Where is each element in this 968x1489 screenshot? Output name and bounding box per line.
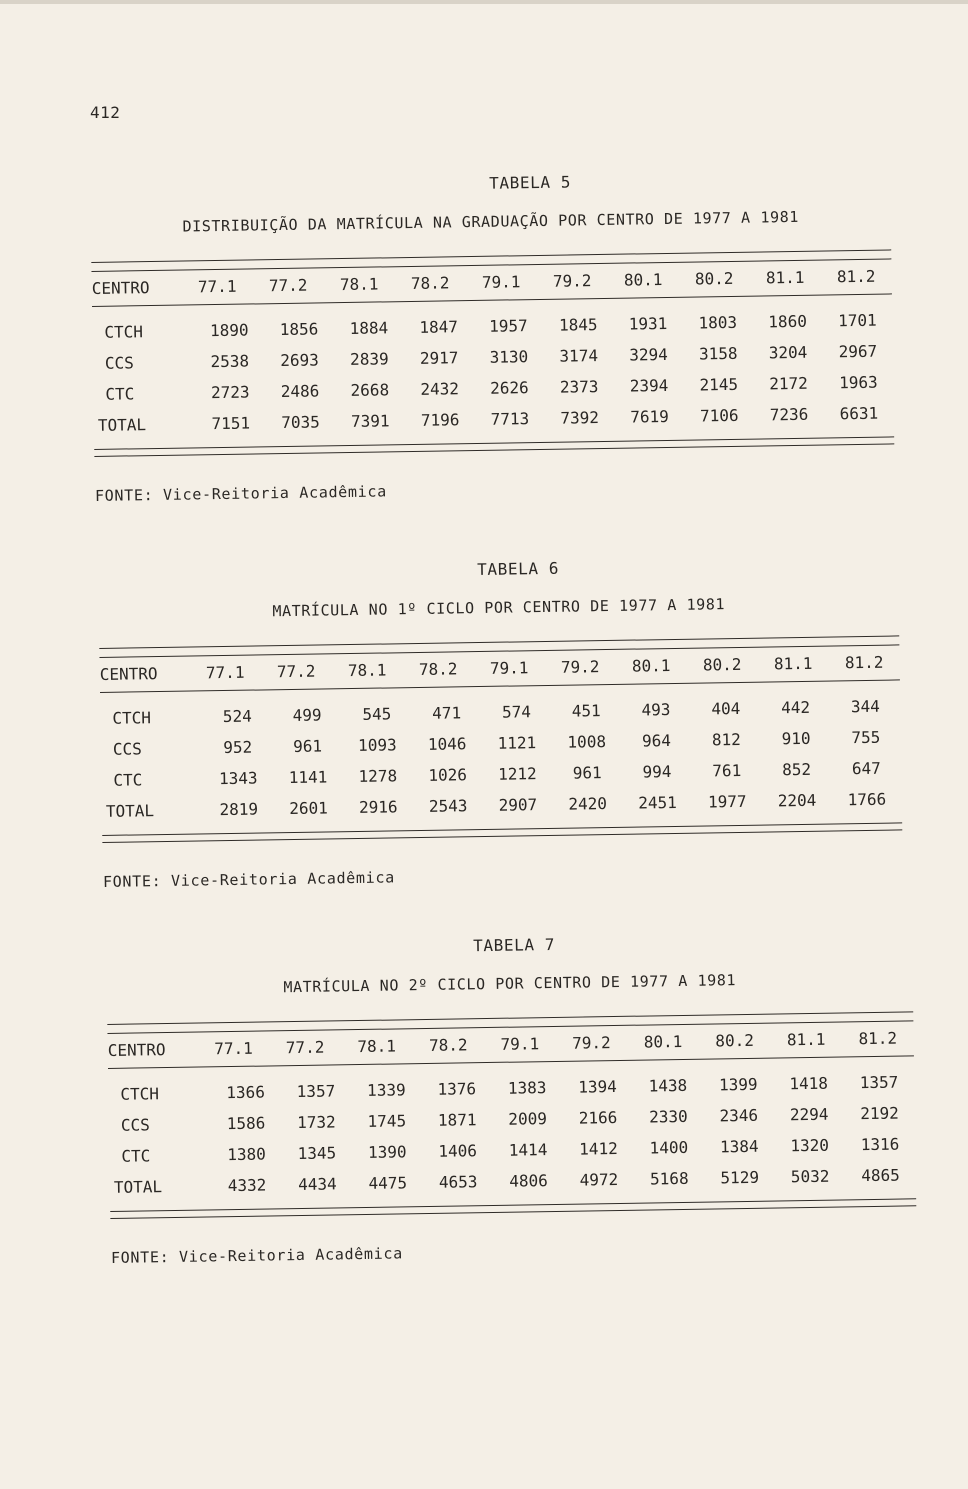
cell: 952 [223, 737, 253, 758]
cell: 3204 [768, 342, 808, 363]
cell: 994 [642, 762, 672, 782]
cell: 2394 [629, 375, 669, 396]
cell: 761 [712, 760, 742, 781]
cell: 2486 [280, 381, 320, 402]
cell: 2009 [508, 1109, 548, 1129]
cell: 647 [851, 758, 881, 779]
cell: 493 [641, 700, 671, 720]
cell: 7619 [630, 406, 669, 427]
cell: 1380 [227, 1144, 266, 1165]
cell: 2538 [210, 351, 250, 372]
cell: 1026 [428, 765, 468, 785]
column-header: 77.2 [276, 661, 316, 682]
cell: 1121 [497, 733, 537, 753]
column-header: 81.2 [836, 266, 876, 287]
cell: 2967 [838, 341, 878, 362]
cell: 2172 [769, 373, 808, 394]
column-header: 79.1 [489, 658, 529, 678]
cell: 2917 [419, 348, 459, 368]
column-header: 78.1 [357, 1036, 397, 1057]
column-header: CENTRO [107, 1040, 166, 1060]
cell: 1357 [859, 1072, 899, 1093]
column-header: 78.2 [428, 1035, 468, 1055]
cell: 2819 [219, 799, 259, 820]
column-header: 79.1 [481, 272, 521, 292]
cell: 1141 [288, 767, 328, 788]
cell: 2192 [860, 1103, 899, 1124]
cell: 1745 [367, 1111, 407, 1131]
cell: 4653 [438, 1172, 478, 1192]
column-header: 81.1 [786, 1029, 826, 1050]
cell: 7392 [560, 408, 600, 428]
cell: 1390 [367, 1142, 407, 1162]
row-label: TOTAL [105, 801, 155, 821]
column-header: 80.2 [694, 268, 734, 289]
cell: 1357 [296, 1081, 336, 1102]
cell: 499 [292, 705, 322, 725]
cell: 1845 [558, 315, 598, 335]
cell: 1931 [628, 313, 668, 334]
cell: 7713 [490, 409, 530, 429]
table-6-block [98, 551, 903, 893]
cell: 344 [850, 696, 881, 717]
row-label: CTC [113, 770, 143, 790]
row-label: TOTAL [113, 1177, 163, 1197]
cell: 1278 [358, 766, 398, 786]
column-header: CENTRO [91, 278, 150, 298]
cell: 1414 [508, 1140, 548, 1160]
column-header: 80.2 [715, 1030, 755, 1051]
cell: 3158 [698, 343, 738, 364]
cell: 442 [781, 697, 811, 718]
cell: 2723 [210, 382, 250, 403]
cell: 6631 [839, 403, 879, 424]
column-header: 79.1 [500, 1034, 540, 1054]
cell: 1046 [427, 734, 467, 754]
column-header: 78.2 [418, 659, 458, 679]
cell: 3130 [489, 347, 529, 367]
table-subtitle: MATRÍCULA NO 2º CICLO POR CENTRO DE 1977 A 1981 [283, 971, 737, 997]
column-header: 77.2 [268, 275, 308, 296]
cell: 1345 [297, 1143, 337, 1164]
cell: 2346 [719, 1105, 759, 1126]
cell: 574 [501, 702, 532, 722]
cell: 1376 [437, 1079, 477, 1099]
cell: 1343 [218, 768, 258, 789]
column-header: 78.1 [339, 274, 379, 295]
row-label: CCS [120, 1115, 150, 1135]
cell: 2668 [350, 380, 390, 400]
table-source: FONTE: Vice-Reitoria Acadêmica [94, 482, 388, 505]
cell: 7196 [420, 410, 460, 430]
column-header: 81.1 [765, 267, 805, 288]
cell: 2166 [578, 1107, 618, 1128]
cell: 1438 [648, 1075, 688, 1096]
cell: 1977 [707, 791, 747, 812]
cell: 545 [362, 704, 392, 724]
rule-bottom [94, 436, 894, 457]
cell: 1339 [366, 1080, 406, 1100]
cell: 1212 [498, 764, 537, 784]
table-source: FONTE: Vice-Reitoria Acadêmica [110, 1244, 404, 1267]
cell: 1400 [649, 1137, 689, 1158]
cell: 7236 [769, 404, 809, 425]
cell: 3174 [559, 346, 599, 366]
cell: 1316 [860, 1134, 900, 1155]
cell: 852 [781, 759, 812, 780]
cell: 7035 [281, 412, 320, 433]
cell: 1384 [719, 1136, 759, 1157]
cell: 4972 [579, 1169, 619, 1190]
table-body [92, 304, 894, 441]
column-header: 79.2 [572, 1033, 611, 1053]
cell: 1383 [507, 1078, 547, 1098]
cell: 2839 [349, 349, 389, 369]
cell: 1860 [768, 311, 808, 332]
table-title: TABELA 7 [473, 934, 556, 956]
cell: 4475 [368, 1173, 408, 1193]
cell: 1701 [837, 310, 877, 331]
table-body [108, 1066, 916, 1203]
cell: 1847 [419, 317, 459, 337]
cell: 1856 [279, 319, 319, 340]
row-label: CTCH [112, 708, 152, 728]
cell: 2330 [648, 1106, 688, 1127]
cell: 5168 [649, 1168, 689, 1189]
column-header: 78.2 [410, 273, 450, 293]
column-header: CENTRO [99, 664, 158, 684]
column-header: 77.1 [214, 1038, 253, 1059]
column-header: 77.1 [205, 662, 245, 683]
column-header: 80.2 [702, 654, 742, 675]
cell: 1093 [357, 735, 397, 755]
table-5-block [90, 165, 895, 507]
cell: 2626 [490, 378, 529, 398]
table-title: TABELA 5 [489, 172, 572, 193]
cell: 4434 [298, 1174, 337, 1195]
rule-bottom [110, 1198, 916, 1219]
cell: 1732 [297, 1112, 336, 1133]
cell: 4806 [509, 1171, 548, 1191]
cell: 755 [851, 727, 881, 748]
table-subtitle: MATRÍCULA NO 1º CICLO POR CENTRO DE 1977 A 1981 [272, 595, 726, 621]
column-header: 79.2 [560, 657, 600, 677]
cell: 1871 [437, 1110, 477, 1130]
page-number: 412 [90, 103, 121, 122]
cell: 7391 [350, 411, 390, 431]
cell: 5129 [720, 1167, 760, 1188]
row-label: TOTAL [97, 415, 147, 435]
row-label: CCS [112, 739, 142, 759]
row-label: CTC [121, 1146, 151, 1166]
cell: 4865 [861, 1165, 900, 1186]
cell: 1399 [718, 1074, 758, 1095]
cell: 7151 [211, 413, 251, 434]
cell: 2543 [428, 796, 468, 816]
cell: 1320 [790, 1135, 830, 1156]
cell: 1406 [438, 1141, 478, 1161]
cell: 2432 [420, 379, 460, 399]
table-source: FONTE: Vice-Reitoria Acadêmica [102, 868, 396, 891]
cell: 1008 [567, 732, 607, 752]
cell: 1884 [349, 318, 389, 338]
row-label: CTC [105, 384, 135, 404]
column-header: 81.1 [773, 653, 813, 674]
column-header: 78.1 [347, 660, 387, 681]
cell: 1586 [226, 1113, 266, 1134]
cell: 2907 [498, 795, 538, 815]
column-header: 81.2 [858, 1028, 898, 1049]
cell: 1963 [838, 372, 878, 393]
cell: 1890 [209, 320, 249, 341]
cell: 2451 [638, 792, 677, 813]
cell: 2693 [280, 350, 319, 371]
rule-bottom [102, 822, 902, 843]
cell: 2916 [358, 797, 398, 817]
cell: 961 [572, 763, 602, 783]
cell: 1418 [789, 1073, 829, 1094]
column-header: 77.1 [197, 276, 237, 297]
column-header: 79.2 [552, 271, 592, 291]
column-header: 80.1 [643, 1031, 683, 1052]
cell: 2145 [699, 374, 739, 395]
cell: 1766 [847, 789, 887, 810]
cell: 524 [222, 706, 252, 727]
cell: 964 [641, 731, 672, 751]
cell: 2420 [568, 794, 608, 814]
cell: 1366 [226, 1082, 266, 1103]
cell: 1957 [489, 316, 528, 336]
cell: 1412 [579, 1138, 618, 1159]
table-7-block [106, 927, 917, 1269]
cell: 3294 [629, 344, 668, 365]
cell: 910 [781, 728, 811, 749]
table-body [100, 690, 902, 827]
cell: 2601 [289, 798, 328, 819]
column-header: 80.1 [631, 656, 671, 676]
column-header: 81.2 [844, 652, 884, 673]
cell: 2294 [789, 1104, 829, 1125]
cell: 4332 [227, 1175, 267, 1196]
cell: 812 [711, 729, 741, 750]
row-label: CTCH [120, 1084, 160, 1104]
column-header: 80.1 [623, 270, 663, 290]
page-top-edge [0, 0, 968, 4]
cell: 5032 [790, 1166, 830, 1187]
cell: 7106 [699, 405, 739, 426]
cell: 451 [571, 701, 601, 721]
table-title: TABELA 6 [477, 558, 560, 580]
table-subtitle: DISTRIBUIÇÃO DA MATRÍCULA NA GRADUAÇÃO POR CENTRO DE 1977 A 1981 [182, 207, 800, 236]
cell: 961 [292, 736, 323, 756]
cell: 471 [432, 703, 462, 723]
cell: 2204 [777, 790, 817, 811]
cell: 1803 [698, 312, 738, 333]
cell: 1394 [578, 1076, 617, 1097]
row-label: CCS [104, 353, 134, 373]
cell: 404 [711, 698, 741, 719]
row-label: CTCH [104, 322, 144, 342]
cell: 2373 [559, 377, 599, 397]
column-header: 77.2 [285, 1037, 325, 1058]
